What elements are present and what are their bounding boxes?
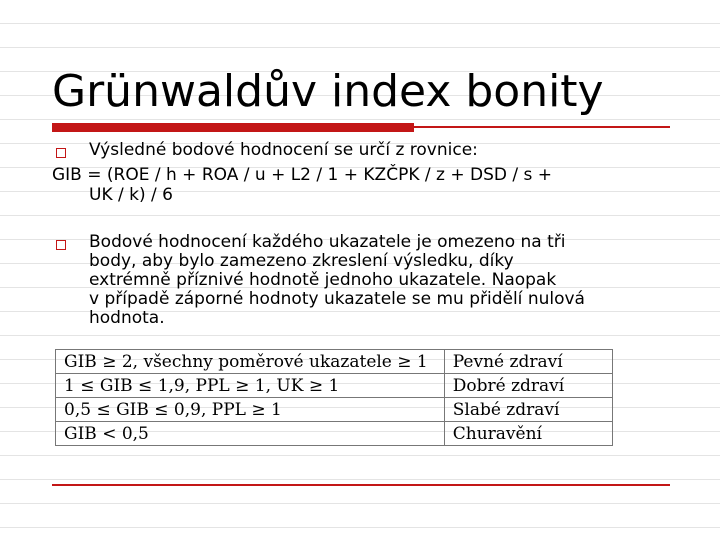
- background-rule: [0, 479, 720, 480]
- bullet-1-line-1: Výsledné bodové hodnocení se určí z rovnice:: [89, 140, 478, 160]
- bonity-table: [55, 349, 613, 446]
- bullet-square-icon: [56, 148, 66, 158]
- condition-cell: GIB < 0,5: [56, 422, 445, 446]
- result-cell: Churavění: [444, 422, 612, 446]
- table-row: [56, 398, 613, 422]
- result-cell: Pevné zdraví: [444, 350, 612, 374]
- bullet-1-line-3: UK / k) / 6: [89, 185, 173, 205]
- condition-cell: 0,5 ≤ GIB ≤ 0,9, PPL ≥ 1: [56, 398, 445, 422]
- background-rule: [0, 503, 720, 504]
- bullet-2-line-1: Bodové hodnocení každého ukazatele je omezeno na tři: [89, 232, 566, 252]
- title-underline-thick: [52, 123, 414, 132]
- background-rule: [0, 47, 720, 48]
- result-cell: Slabé zdraví: [444, 398, 612, 422]
- condition-cell: 1 ≤ GIB ≤ 1,9, PPL ≥ 1, UK ≥ 1: [56, 374, 445, 398]
- bullet-square-icon: [56, 240, 66, 250]
- slide-title: Grünwaldův index bonity: [52, 66, 604, 117]
- bullet-1-line-2: GIB = (ROE / h + ROA / u + L2 / 1 + KZČPK / z + DSD / s +: [52, 165, 552, 185]
- background-rule: [0, 23, 720, 24]
- condition-cell: GIB ≥ 2, všechny poměrové ukazatele ≥ 1: [56, 350, 445, 374]
- result-cell: Dobré zdraví: [444, 374, 612, 398]
- footer-rule: [52, 484, 670, 486]
- table-row: [56, 422, 613, 446]
- background-rule: [0, 335, 720, 336]
- bullet-2-line-3: extrémně příznivé hodnotě jednoho ukazatele. Naopak: [89, 270, 557, 290]
- background-rule: [0, 527, 720, 528]
- background-rule: [0, 215, 720, 216]
- title-underline-thin: [414, 126, 670, 128]
- table-row: [56, 350, 613, 374]
- background-rule: [0, 455, 720, 456]
- bullet-2-line-4: v případě záporné hodnoty ukazatele se mu přidělí nulová: [89, 289, 585, 309]
- bullet-2-line-2: body, aby bylo zamezeno zkreslení výsledku, díky: [89, 251, 514, 271]
- table-row: [56, 374, 613, 398]
- bullet-2-line-5: hodnota.: [89, 308, 165, 328]
